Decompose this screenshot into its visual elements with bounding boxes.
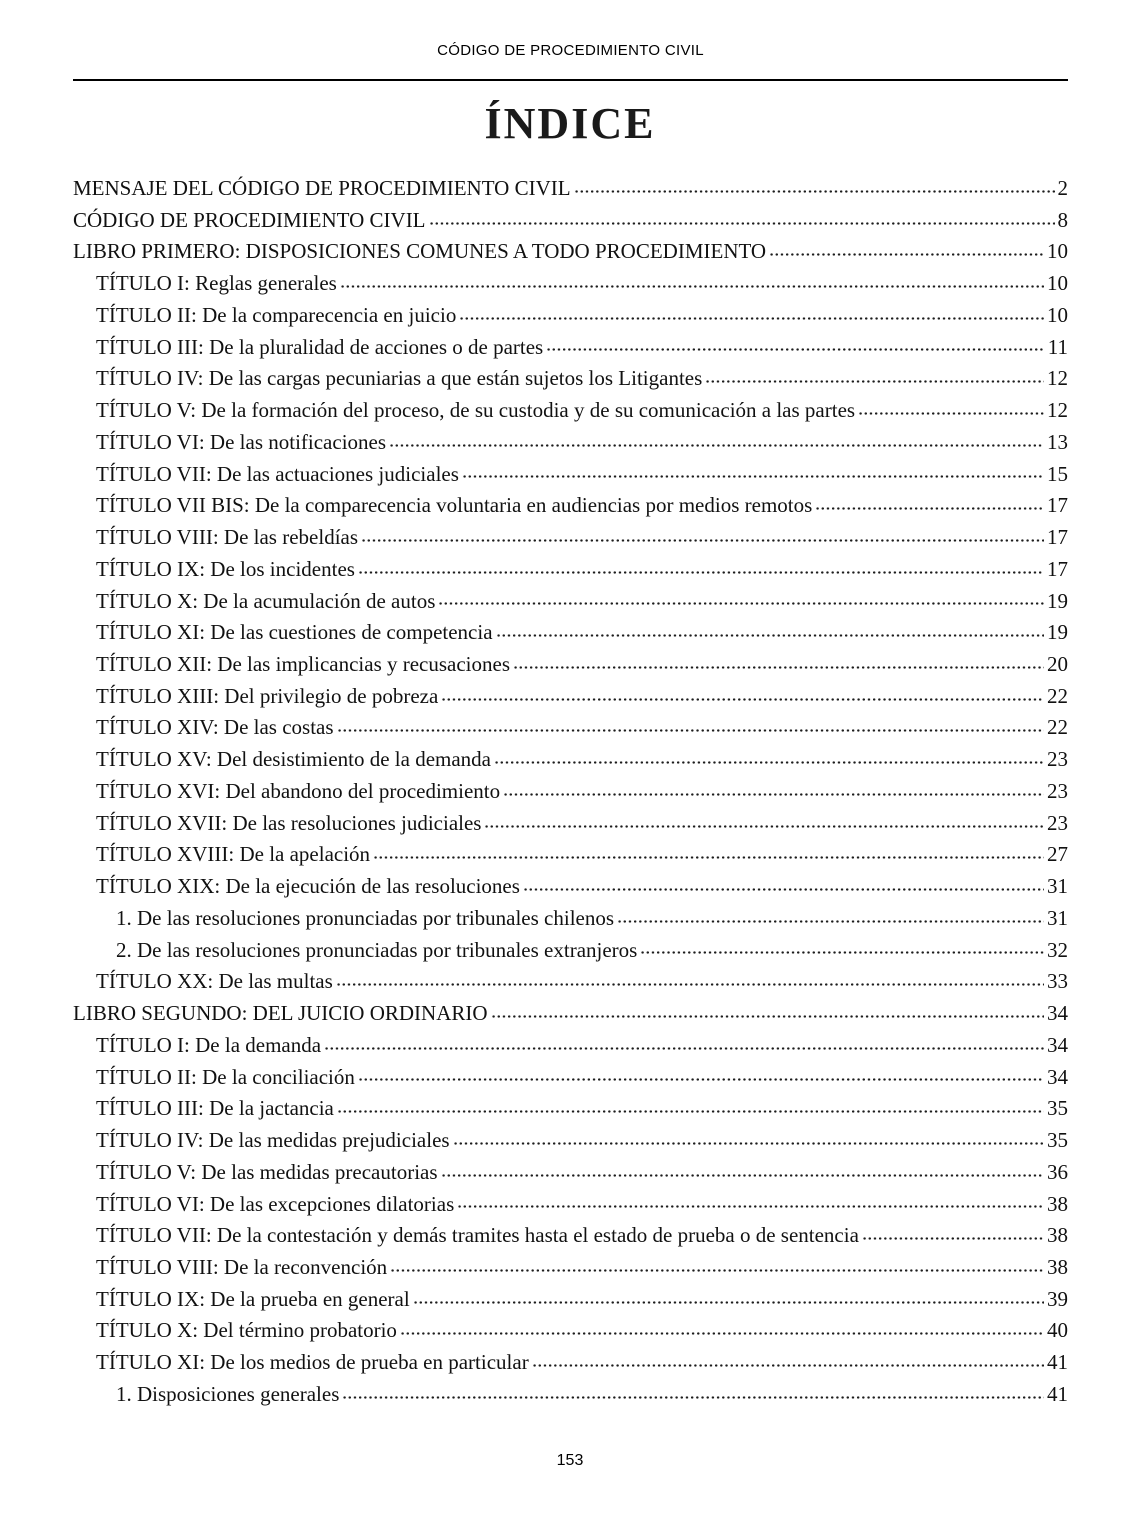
toc-entry-page: 39 (1047, 1286, 1068, 1311)
toc-entry-label: TÍTULO VIII: De la reconvención (96, 1254, 388, 1279)
toc-entry (73, 713, 1068, 745)
toc-entry-label: TÍTULO II: De la conciliación (96, 1064, 355, 1089)
toc-entry-label: TÍTULO VII: De la contestación y demás tramites hasta el estado de prueba o de sentencia (96, 1223, 859, 1248)
table-of-contents (73, 174, 1068, 1412)
toc-entry-label: 1. Disposiciones generales (116, 1381, 340, 1406)
dot-leader (361, 523, 1044, 544)
toc-entry-page: 17 (1047, 556, 1068, 581)
dot-leader (389, 428, 1044, 449)
toc-entry-page: 13 (1047, 429, 1068, 454)
toc-entry-label: TÍTULO XV: Del desistimiento de la demanda (96, 747, 492, 772)
toc-entry (73, 1126, 1068, 1158)
toc-entry-label: MENSAJE DEL CÓDIGO DE PROCEDIMIENTO CIVIL (73, 176, 571, 200)
toc-entry-label: TÍTULO XIX: De la ejecución de las resoluciones (96, 874, 520, 899)
toc-entry-page: 11 (1047, 334, 1068, 359)
toc-entry-page: 33 (1047, 969, 1068, 994)
toc-entry-page: 19 (1047, 588, 1068, 613)
toc-entry-label: TÍTULO XVI: Del abandono del procedimiento (96, 778, 501, 803)
toc-entry-label: TÍTULO I: Reglas generales (96, 271, 337, 296)
header-divider-rule (73, 79, 1068, 81)
running-header (73, 42, 1068, 59)
toc-entry-label: TÍTULO V: De la formación del proceso, de su custodia y de su comunicación a las partes (96, 398, 856, 423)
toc-entry (73, 1094, 1068, 1126)
dot-leader (496, 618, 1044, 639)
toc-entry (73, 206, 1068, 238)
toc-entry-label: TÍTULO XIII: Del privilegio de pobreza (96, 683, 439, 708)
dot-leader (503, 777, 1044, 798)
toc-entry (73, 999, 1068, 1031)
dot-leader (523, 872, 1044, 893)
toc-entry (73, 1316, 1068, 1348)
dot-leader (453, 1126, 1044, 1147)
dot-leader (358, 1063, 1044, 1084)
toc-entry (73, 1380, 1068, 1412)
toc-entry (73, 1158, 1068, 1190)
dot-leader (532, 1348, 1044, 1369)
toc-entry (73, 967, 1068, 999)
toc-entry-label: TÍTULO XI: De las cuestiones de competencia (96, 620, 493, 645)
dot-leader (429, 206, 1055, 227)
running-header-title: CÓDIGO DE PROCEDIMIENTO CIVIL (437, 42, 704, 59)
dot-leader (390, 1253, 1044, 1274)
toc-entry-page: 35 (1047, 1096, 1068, 1121)
toc-entry (73, 1221, 1068, 1253)
toc-entry-label: LIBRO PRIMERO: DISPOSICIONES COMUNES A TODO PROCEDIMIENTO (73, 239, 767, 264)
toc-entry-label: 1. De las resoluciones pronunciadas por tribunales chilenos (116, 905, 615, 930)
dot-leader (617, 904, 1044, 925)
toc-entry (73, 745, 1068, 777)
dot-leader (705, 364, 1044, 385)
toc-entry-page: 34 (1047, 1032, 1068, 1057)
toc-entry (73, 396, 1068, 428)
dot-leader (413, 1285, 1044, 1306)
toc-entry-page: 23 (1047, 747, 1068, 772)
dot-leader (513, 650, 1044, 671)
toc-entry-label: TÍTULO XVII: De las resoluciones judiciales (96, 810, 482, 835)
toc-entry (73, 650, 1068, 682)
toc-entry-label: TÍTULO VI: De las notificaciones (96, 429, 387, 454)
page-title: ÍNDICE (484, 99, 656, 148)
toc-entry-label: TÍTULO X: De la acumulación de autos (96, 588, 436, 613)
page-footer (0, 1452, 1140, 1470)
dot-leader (337, 713, 1044, 734)
toc-entry-page: 34 (1047, 1064, 1068, 1089)
dot-leader (441, 682, 1044, 703)
dot-leader (324, 1031, 1044, 1052)
dot-leader (373, 840, 1044, 861)
toc-entry-page: 38 (1047, 1254, 1068, 1279)
toc-entry-page: 12 (1047, 366, 1068, 391)
dot-leader (342, 1380, 1044, 1401)
toc-entry (73, 1285, 1068, 1317)
toc-entry-page: 38 (1047, 1191, 1068, 1216)
toc-entry-page: 31 (1047, 874, 1068, 899)
toc-entry (73, 491, 1068, 523)
toc-entry-label: TÍTULO V: De las medidas precautorias (96, 1159, 438, 1184)
dot-leader (462, 460, 1044, 481)
toc-entry-page: 32 (1047, 937, 1068, 962)
dot-leader (640, 936, 1044, 957)
toc-entry-label: TÍTULO IX: De los incidentes (96, 556, 355, 581)
dot-leader (337, 1094, 1044, 1115)
dot-leader (494, 745, 1044, 766)
toc-entry (73, 587, 1068, 619)
dot-leader (546, 333, 1045, 354)
toc-entry-page: 8 (1057, 207, 1068, 232)
toc-entry (73, 618, 1068, 650)
toc-entry-page: 2 (1057, 176, 1068, 200)
dot-leader (457, 1190, 1044, 1211)
page-number: 153 (556, 1452, 584, 1469)
toc-entry (73, 1031, 1068, 1063)
toc-entry-label: TÍTULO XIV: De las costas (96, 715, 334, 740)
toc-entry-label: 2. De las resoluciones pronunciadas por tribunales extranjeros (116, 937, 638, 962)
toc-entry-page: 10 (1047, 302, 1068, 327)
toc-entry-page: 23 (1047, 810, 1068, 835)
toc-entry (73, 1253, 1068, 1285)
toc-entry (73, 174, 1068, 206)
toc-entry (73, 460, 1068, 492)
toc-entry-label: TÍTULO XVIII: De la apelación (96, 842, 371, 867)
dot-leader (491, 999, 1044, 1020)
toc-entry (73, 1348, 1068, 1380)
toc-entry-label: TÍTULO IV: De las cargas pecuniarias a que están sujetos los Litigantes (96, 366, 703, 391)
toc-entry-page: 17 (1047, 525, 1068, 550)
toc-entry-page: 22 (1047, 683, 1068, 708)
toc-entry-label: TÍTULO VII: De las actuaciones judiciales (96, 461, 459, 486)
toc-entry-label: TÍTULO VI: De las excepciones dilatorias (96, 1191, 455, 1216)
toc-entry (73, 936, 1068, 968)
toc-entry-label: TÍTULO VII BIS: De la comparecencia voluntaria en audiencias por medios remotos (96, 493, 813, 518)
toc-entry (73, 555, 1068, 587)
dot-leader (336, 967, 1044, 988)
toc-entry (73, 872, 1068, 904)
toc-entry (73, 364, 1068, 396)
toc-entry-page: 41 (1047, 1381, 1068, 1406)
toc-entry-page: 38 (1047, 1223, 1068, 1248)
dot-leader (438, 587, 1044, 608)
toc-entry-label: TÍTULO XII: De las implicancias y recusaciones (96, 652, 511, 677)
toc-entry (73, 269, 1068, 301)
toc-entry-page: 35 (1047, 1128, 1068, 1153)
toc-entry-page: 40 (1047, 1318, 1068, 1343)
toc-entry-label: CÓDIGO DE PROCEDIMIENTO CIVIL (73, 207, 426, 232)
dot-leader (815, 491, 1044, 512)
toc-entry-label: TÍTULO III: De la jactancia (96, 1096, 334, 1121)
toc-entry-page: 12 (1047, 398, 1068, 423)
toc-entry-label: TÍTULO VIII: De las rebeldías (96, 525, 359, 550)
toc-entry-page: 41 (1047, 1350, 1068, 1375)
toc-entry (73, 237, 1068, 269)
toc-entry-page: 27 (1047, 842, 1068, 867)
dot-leader (769, 237, 1044, 258)
dot-leader (574, 174, 1055, 195)
toc-entry-label: TÍTULO IX: De la prueba en general (96, 1286, 410, 1311)
toc-entry (73, 777, 1068, 809)
dot-leader (441, 1158, 1044, 1179)
toc-entry (73, 840, 1068, 872)
toc-entry-page: 34 (1047, 1001, 1068, 1026)
toc-entry (73, 1190, 1068, 1222)
toc-entry-page: 20 (1047, 652, 1068, 677)
toc-entry (73, 904, 1068, 936)
toc-entry-label: TÍTULO XI: De los medios de prueba en particular (96, 1350, 529, 1375)
dot-leader (858, 396, 1044, 417)
toc-entry-page: 15 (1047, 461, 1068, 486)
toc-entry-label: TÍTULO I: De la demanda (96, 1032, 322, 1057)
toc-entry-page: 17 (1047, 493, 1068, 518)
toc-entry-label: LIBRO SEGUNDO: DEL JUICIO ORDINARIO (73, 1001, 488, 1026)
dot-leader (400, 1316, 1044, 1337)
toc-entry-label: TÍTULO II: De la comparecencia en juicio (96, 302, 457, 327)
toc-entry-label: TÍTULO XX: De las multas (96, 969, 333, 994)
dot-leader (358, 555, 1044, 576)
toc-entry-page: 10 (1047, 271, 1068, 296)
toc-entry (73, 1063, 1068, 1095)
toc-entry-label: TÍTULO III: De la pluralidad de acciones o de partes (96, 334, 544, 359)
toc-entry-page: 31 (1047, 905, 1068, 930)
toc-entry (73, 428, 1068, 460)
dot-leader (459, 301, 1044, 322)
dot-leader (340, 269, 1044, 290)
toc-entry (73, 682, 1068, 714)
toc-entry-page: 36 (1047, 1159, 1068, 1184)
dot-leader (862, 1221, 1044, 1242)
toc-entry (73, 809, 1068, 841)
toc-entry (73, 301, 1068, 333)
dot-leader (484, 809, 1044, 830)
toc-entry-label: TÍTULO X: Del término probatorio (96, 1318, 397, 1343)
toc-entry-page: 22 (1047, 715, 1068, 740)
toc-entry-page: 19 (1047, 620, 1068, 645)
toc-entry-page: 10 (1047, 239, 1068, 264)
toc-entry (73, 333, 1068, 365)
toc-entry-label: TÍTULO IV: De las medidas prejudiciales (96, 1128, 450, 1153)
toc-entry-page: 23 (1047, 778, 1068, 803)
toc-entry (73, 523, 1068, 555)
